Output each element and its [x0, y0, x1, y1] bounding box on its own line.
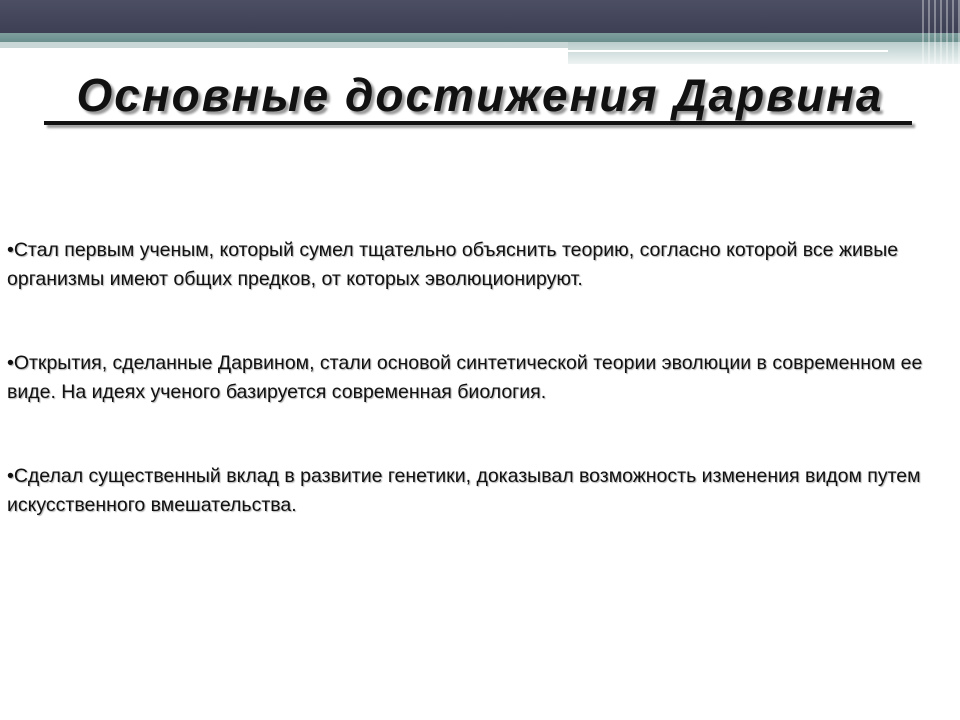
bullet-item: •Стал первым ученым, который сумел тщательно объяснить теорию, согласно которой все живые организмы имеют общих предков, от которых эволюционируют. [7, 239, 899, 290]
header-stripes-decoration [922, 0, 960, 64]
header-tab-line [568, 50, 888, 52]
header-accent-band [0, 33, 960, 42]
title-underline [44, 121, 912, 125]
bullet-item: •Открытия, сделанные Дарвином, стали основой синтетической теории эволюции в современном ее виде. На идеях ученого базируется современная биология. [7, 352, 923, 403]
bullet-list [7, 236, 953, 520]
slide-title: Основные достижения Дарвина [76, 69, 884, 121]
bullet-item: •Сделал существенный вклад в развитие генетики, доказывал возможность изменения видом путем искусственного вмешательства. [7, 465, 921, 516]
header-bar [0, 0, 960, 33]
header-tab-decoration [568, 42, 960, 64]
